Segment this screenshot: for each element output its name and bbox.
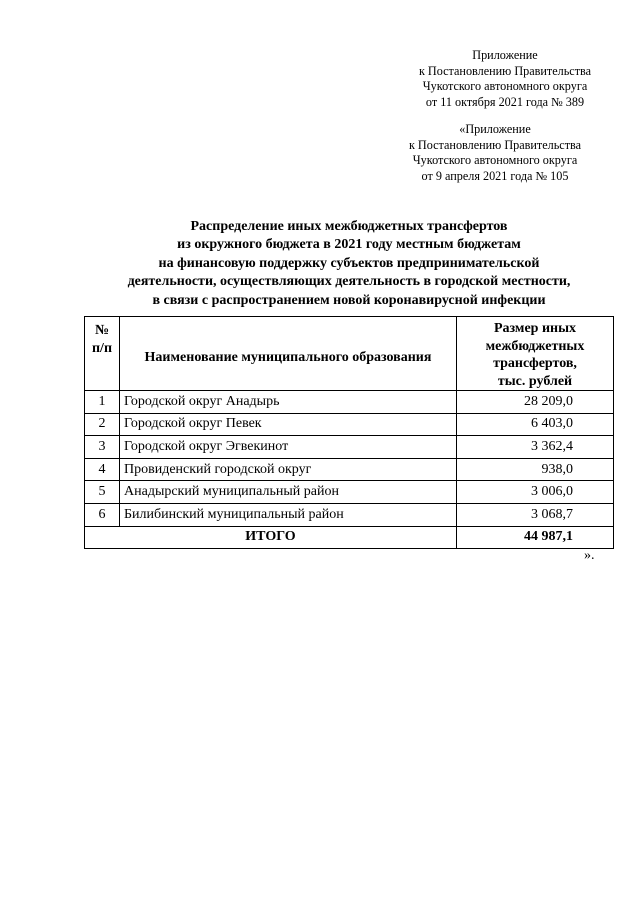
- appendix-header-current: [380, 48, 630, 110]
- transfer-amount: 938,0: [457, 458, 614, 481]
- title-line: на финансовую поддержку субъектов предпринимательской: [158, 255, 540, 271]
- table-row: [85, 503, 614, 526]
- row-number: 1: [85, 391, 120, 414]
- row-number: 2: [85, 413, 120, 436]
- title-line: из окружного бюджета в 2021 году местным бюджетам: [177, 237, 521, 253]
- transfer-amount: 6 403,0: [457, 413, 614, 436]
- municipality-name: Провиденский городской округ: [120, 458, 457, 481]
- table-total-row: [85, 526, 614, 549]
- transfer-amount: 3 362,4: [457, 436, 614, 459]
- row-number: 6: [85, 503, 120, 526]
- appendix-line: Приложение: [472, 48, 538, 62]
- row-number: 4: [85, 458, 120, 481]
- column-header-amount: Размер иных межбюджетных трансфертов, тыс. рублей: [457, 317, 614, 391]
- appendix-line: Чукотского автономного округа: [412, 153, 578, 168]
- table-row: [85, 413, 614, 436]
- appendix-line: Чукотского автономного округа: [422, 79, 588, 94]
- closing-quote-mark: ».: [584, 548, 595, 563]
- transfer-amount: 28 209,0: [457, 391, 614, 414]
- table-row: [85, 436, 614, 459]
- table-row: [85, 458, 614, 481]
- document-title: [84, 218, 614, 310]
- municipality-name: Анадырский муниципальный район: [120, 481, 457, 504]
- appendix-line: от 11 октября 2021 года № 389: [425, 94, 585, 109]
- appendix-line: от 9 апреля 2021 года № 105: [421, 168, 569, 183]
- title-line: Распределение иных межбюджетных трансфертов: [190, 219, 508, 234]
- title-line: деятельности, осуществляющих деятельность в городской местности,: [127, 274, 571, 290]
- column-header-name: Наименование муниципального образования: [120, 317, 457, 391]
- municipality-name: Городской округ Певек: [120, 413, 457, 436]
- transfer-amount: 3 006,0: [457, 481, 614, 504]
- appendix-line: «Приложение: [459, 122, 531, 136]
- appendix-line: к Постановлению Правительства: [408, 137, 582, 152]
- table-row: [85, 391, 614, 414]
- title-line: в связи с распространением новой коронавирусной инфекции: [152, 292, 546, 308]
- row-number: 5: [85, 481, 120, 504]
- transfer-amount: 3 068,7: [457, 503, 614, 526]
- total-label: ИТОГО: [85, 526, 457, 549]
- distribution-table: [84, 316, 614, 549]
- municipality-name: Городской округ Эгвекинот: [120, 436, 457, 459]
- municipality-name: Билибинский муниципальный район: [120, 503, 457, 526]
- appendix-header-original: [370, 122, 620, 184]
- total-amount: 44 987,1: [457, 526, 614, 549]
- column-header-number: № п/п: [85, 317, 120, 391]
- row-number: 3: [85, 436, 120, 459]
- municipality-name: Городской округ Анадырь: [120, 391, 457, 414]
- table-header-row: [85, 317, 614, 391]
- appendix-line: к Постановлению Правительства: [418, 63, 592, 78]
- table-row: [85, 481, 614, 504]
